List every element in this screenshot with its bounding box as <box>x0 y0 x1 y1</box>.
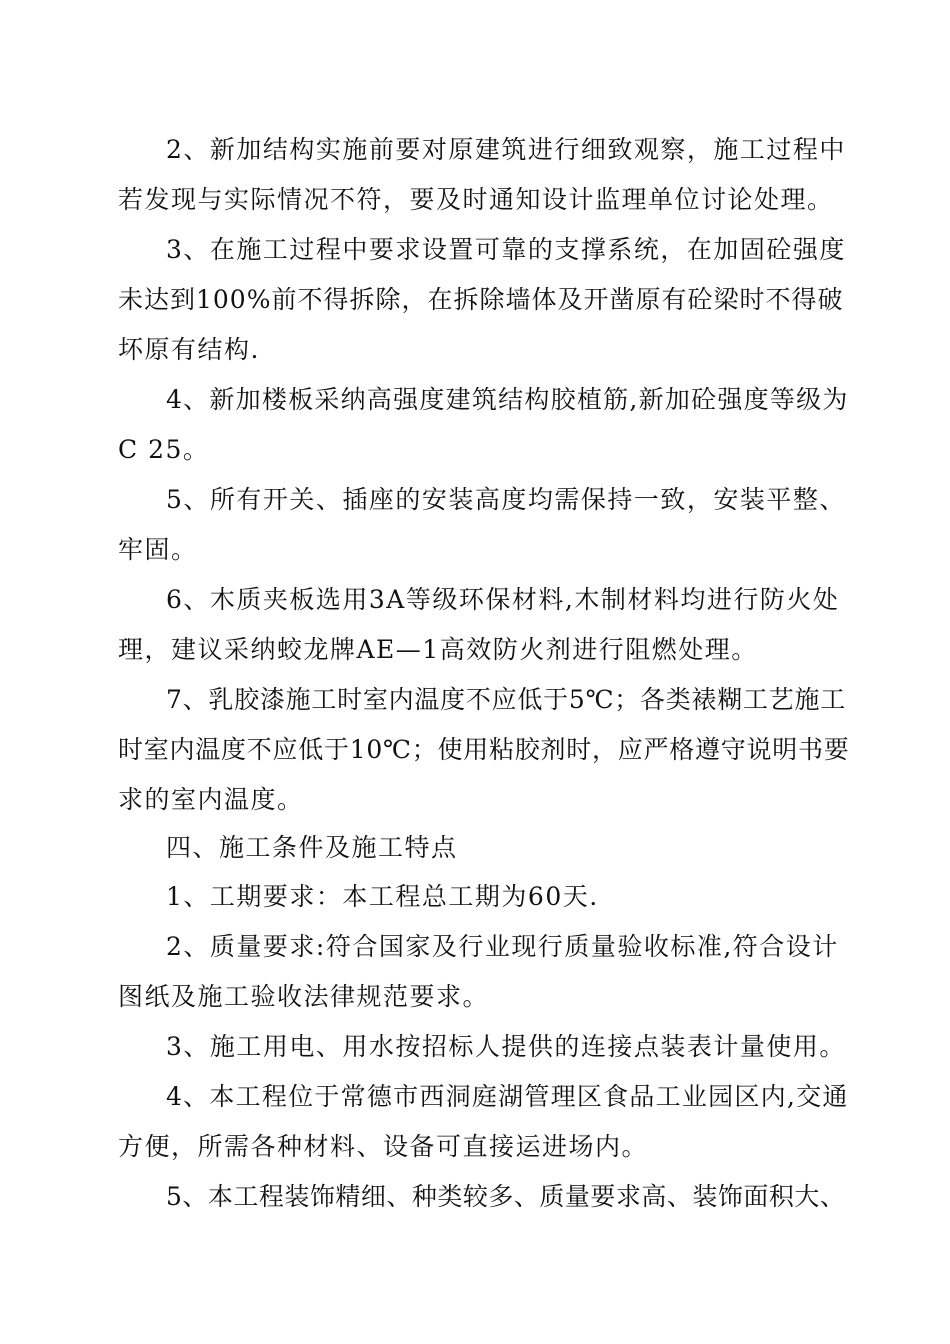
paragraph-line: 方便，所需各种材料、设备可直接运进场内。 <box>118 1132 649 1161</box>
paragraph-line: 6、木质夹板选用3A等级环保材料,木制材料均进行防火处 <box>166 585 840 614</box>
paragraph-line: 图纸及施工验收法律规范要求。 <box>118 982 490 1011</box>
paragraph-line: 4、本工程位于常德市西洞庭湖管理区食品工业园区内,交通 <box>166 1082 849 1111</box>
paragraph-line: C 25。 <box>118 435 210 464</box>
paragraph-line: 未达到100%前不得拆除，在拆除墙体及开凿原有砼梁时不得破 <box>118 285 844 314</box>
paragraph-line: 4、新加楼板采纳高强度建筑结构胶植筋,新加砼强度等级为 <box>166 385 849 414</box>
paragraph-line: 5、所有开关、插座的安装高度均需保持一致，安装平整、 <box>166 485 846 514</box>
paragraph-line: 1、工期要求：本工程总工期为60天. <box>166 882 599 911</box>
paragraph-line: 3、在施工过程中要求设置可靠的支撑系统，在加固砼强度 <box>166 235 846 264</box>
paragraph-line: 7、乳胶漆施工时室内温度不应低于5℃；各类裱糊工艺施工 <box>166 685 847 714</box>
paragraph-line: 2、新加结构实施前要对原建筑进行细致观察，施工过程中 <box>166 135 846 164</box>
paragraph-line: 若发现与实际情况不符，要及时通知设计监理单位讨论处理。 <box>118 185 834 214</box>
paragraph-line: 2、质量要求:符合国家及行业现行质量验收标准,符合设计 <box>166 932 839 961</box>
paragraph-line: 5、本工程装饰精细、种类较多、质量要求高、装饰面积大、 <box>166 1182 846 1211</box>
paragraph-line: 坏原有结构. <box>118 335 260 364</box>
section-heading: 四、施工条件及施工特点 <box>166 833 458 862</box>
paragraph-line: 牢固。 <box>118 535 198 564</box>
paragraph-line: 时室内温度不应低于10℃；使用粘胶剂时，应严格遵守说明书要 <box>118 735 850 764</box>
paragraph-line: 3、施工用电、用水按招标人提供的连接点装表计量使用。 <box>166 1032 846 1061</box>
paragraph-line: 理，建议采纳蛟龙牌AE—1高效防火剂进行阻燃处理。 <box>118 635 758 664</box>
paragraph-line: 求的室内温度。 <box>118 785 304 814</box>
